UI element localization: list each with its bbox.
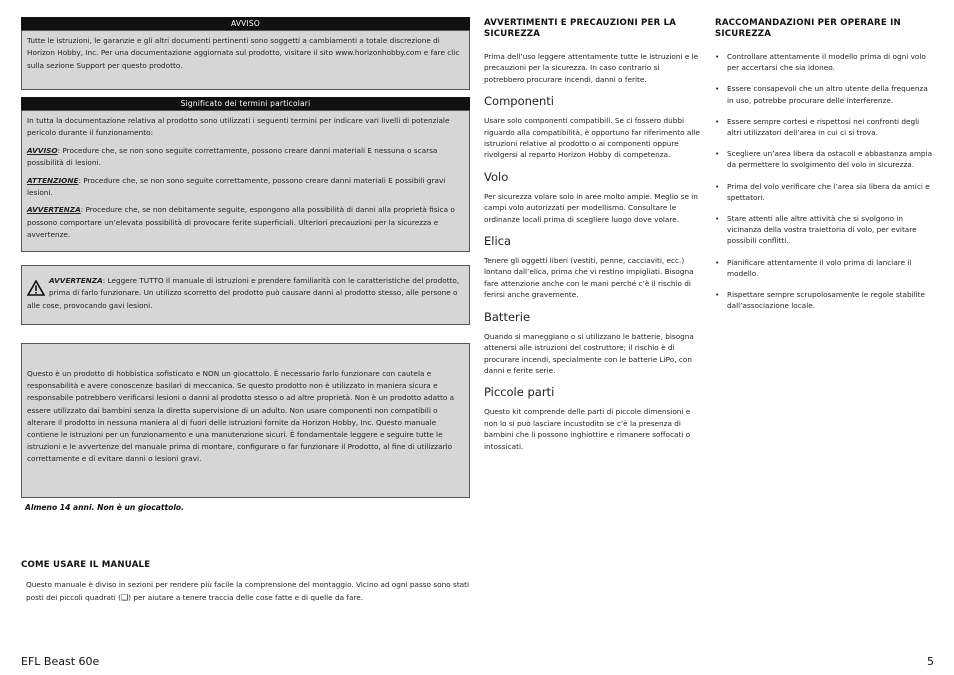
- list-item: • Rispettare sempre scrupolosamente le regole stabilite dall’associazione locale.: [715, 290, 926, 311]
- list-item: • Scegliere un’area libera da ostacoli e abbastanza ampia da permettere lo svolgimento del volo in sicurezza.: [715, 149, 933, 170]
- section-title-piccole-parti: Piccole parti: [484, 385, 555, 400]
- hobby-box: [21, 343, 470, 498]
- section-title-componenti: Componenti: [484, 94, 554, 109]
- howto-title: COME USARE IL MANUALE: [21, 560, 151, 570]
- notice-header: AVVISO: [21, 17, 470, 30]
- terms-box: [21, 97, 470, 252]
- recommendations-list: [715, 51, 935, 311]
- terms-body: [21, 110, 470, 252]
- section-text-elica: Tenere gli oggetti liberi (vestiti, penne, cacciaviti, ecc.) lontano dall’elica, prima che vi restino impigliati. Bisogna fare attenzione anche con le mani perché c’è il rischio di ferirsi anche gravemente.: [484, 256, 694, 300]
- section-title-elica: Elica: [484, 234, 512, 249]
- list-item: • Stare attenti alle altre attività che si svolgono in vicinanza della vostra traiettoria di volo, per evitare possibili conflitti.: [715, 214, 917, 246]
- list-item: • Controllare attentamente il modello prima di ogni volo per accertarsi che sia idoneo.: [715, 52, 926, 73]
- notice-body-container: [21, 30, 470, 90]
- col2-title: AVVERTIMENTI E PRECAUZIONI PER LA SICUREZZA: [484, 18, 677, 39]
- safety-warnings-column: [484, 18, 702, 452]
- term-avviso: AVVISO: Procedure che, se non sono seguite correttamente, possono creare danni materiali E nessuna o scarsa possibilità di lesioni.: [27, 145, 438, 168]
- warning-text: : Leggere TUTTO il manuale di istruzioni e prendere familiarità con le caratteristiche del prodotto, prima di farlo funzionare. Un utilizzo scorretto del prodotto può causare danni al prodotto stesso, alle persone o alle cose, provocando gavi lesioni.: [27, 276, 460, 310]
- footer-product-name: EFL Beast 60e: [21, 655, 100, 668]
- list-item: • Essere sempre cortesi e rispettosi nei confronti degli altri utilizzatori dell’area in cui ci si trova.: [715, 116, 920, 138]
- col3-title: RACCOMANDAZIONI PER OPERARE IN SICUREZZA: [715, 18, 901, 39]
- checkbox-icon: ❑: [120, 593, 129, 603]
- section-text-componenti: Usare solo componenti compatibili. Se ci fossero dubbi riguardo alla compatibilità, è opportuno far riferimento alle istruzioni relative al prodotto o ai componenti oppure rivolgersi al reparto Horizon Hobby di competenza.: [484, 116, 700, 160]
- terms-intro: In tutta la documentazione relativa al prodotto sono utilizzati i seguenti termini per indicare vari livelli di potenziale pericolo durante il funzionamento:: [27, 116, 450, 138]
- howto-body: Questo manuale è diviso in sezioni per rendere più facile la comprensione del montaggio. Vicino ad ogni passo sono stati posti dei piccoli quadrati (❑) per aiutare a tenere traccia delle cose fatte e di quelle da fare.: [26, 580, 470, 603]
- warning-box: [21, 265, 470, 325]
- safe-operation-column: [715, 18, 935, 321]
- section-text-piccole-parti: Questo kit comprende delle parti di piccole dimensioni e non lo si può lasciare incustodito se c’è la presenza di bambini che li possono inghiottire e rimanere soffocati o intossicati.: [484, 407, 691, 451]
- col2-intro: Prima dell’uso leggere attentamente tutte le istruzioni e le precauzioni per la sicurezza. In caso contrario si potrebbero procurare incendi, danni o ferite.: [484, 52, 699, 84]
- page-number: 5: [927, 655, 934, 668]
- hobby-body: Questo è un prodotto di hobbistica sofisticato e NON un giocattolo. È necessario farlo funzionare con cautela e responsabilità e avere conoscenze basilari di meccanica. Se questo prodotto non è utilizzato in maniera sicura e responsabile potrebbero verificarsi lesioni o danni al prodotto stesso o ad altre proprietà. Non è un prodotto adatto a essere utilizzato dai bambini senza la diretta supervisione di un adulto. Non usare componenti non compatibili o alterare il prodotto in nessuna maniera al di fuori delle istruzioni fornite da Horizon Hobby, Inc. Questo manuale contiene le istruzioni per un funzionamento e una manutenzione sicuri. È fondamentale leggere e seguire tutte le istruzioni e le avvertenze del manuale prima di montare, configurare o far funzionare il Prodotto, al fine di utilizzarlo correttamente e di evitare danni o lesioni gravi.: [27, 369, 455, 464]
- section-title-batterie: Batterie: [484, 309, 531, 324]
- list-item: • Prima del volo verificare che l’area sia libera da amici e spettatori.: [715, 181, 930, 202]
- term-avvertenza: AVVERTENZA: Procedure che, se non debitamente seguite, espongono alla possibilità di danni alla proprietà fisica o possono comportare un’elevata possibilità di provocare ferite superficiali. Ulteriori precauzioni per la sicurezza e avvertenze.: [27, 205, 455, 240]
- section-title-volo: Volo: [484, 169, 509, 184]
- section-text-batterie: Quando si maneggiano o si utilizzano le batterie, bisogna attenersi alle istruzioni del costruttore; il rischio è di procurare incendi, specialmente con le batterie LiPo, con danni e ferite serie.: [484, 331, 694, 375]
- section-text-volo: Per sicurezza volare solo in aree molto ampie. Meglio se in campi volo autorizzati per modellismo. Consultare le ordinanze locali prima di scegliere luogo dove volare.: [484, 191, 698, 224]
- warning-term: AVVERTENZA: [49, 276, 103, 285]
- warning-triangle-icon: [27, 280, 45, 296]
- notice-body: Tutte le istruzioni, le garanzie e gli altri documenti pertinenti sono soggetti a cambiamenti a totale discrezione di Horizon Hobby, Inc. Per una documentazione aggiornata sul prodotto, visitare il sito www.horizonhobby.com e fare clic sulla sezione Support per questo prodotto.: [27, 36, 460, 70]
- notice-box: [21, 17, 470, 90]
- list-item: • Essere consapevoli che un altro utente della frequenza in uso, potrebbe procurare delle interferenze.: [715, 84, 928, 105]
- term-attenzione: ATTENZIONE: Procedure che, se non sono seguite correttamente, possono creare danni materiali E possibili gravi lesioni.: [27, 175, 446, 198]
- terms-header: Significato dei termini particolari: [21, 97, 470, 110]
- list-item: • Pianificare attentamente il volo prima di lanciare il modello.: [715, 257, 912, 278]
- age-note: Almeno 14 anni. Non è un giocattolo.: [25, 503, 185, 512]
